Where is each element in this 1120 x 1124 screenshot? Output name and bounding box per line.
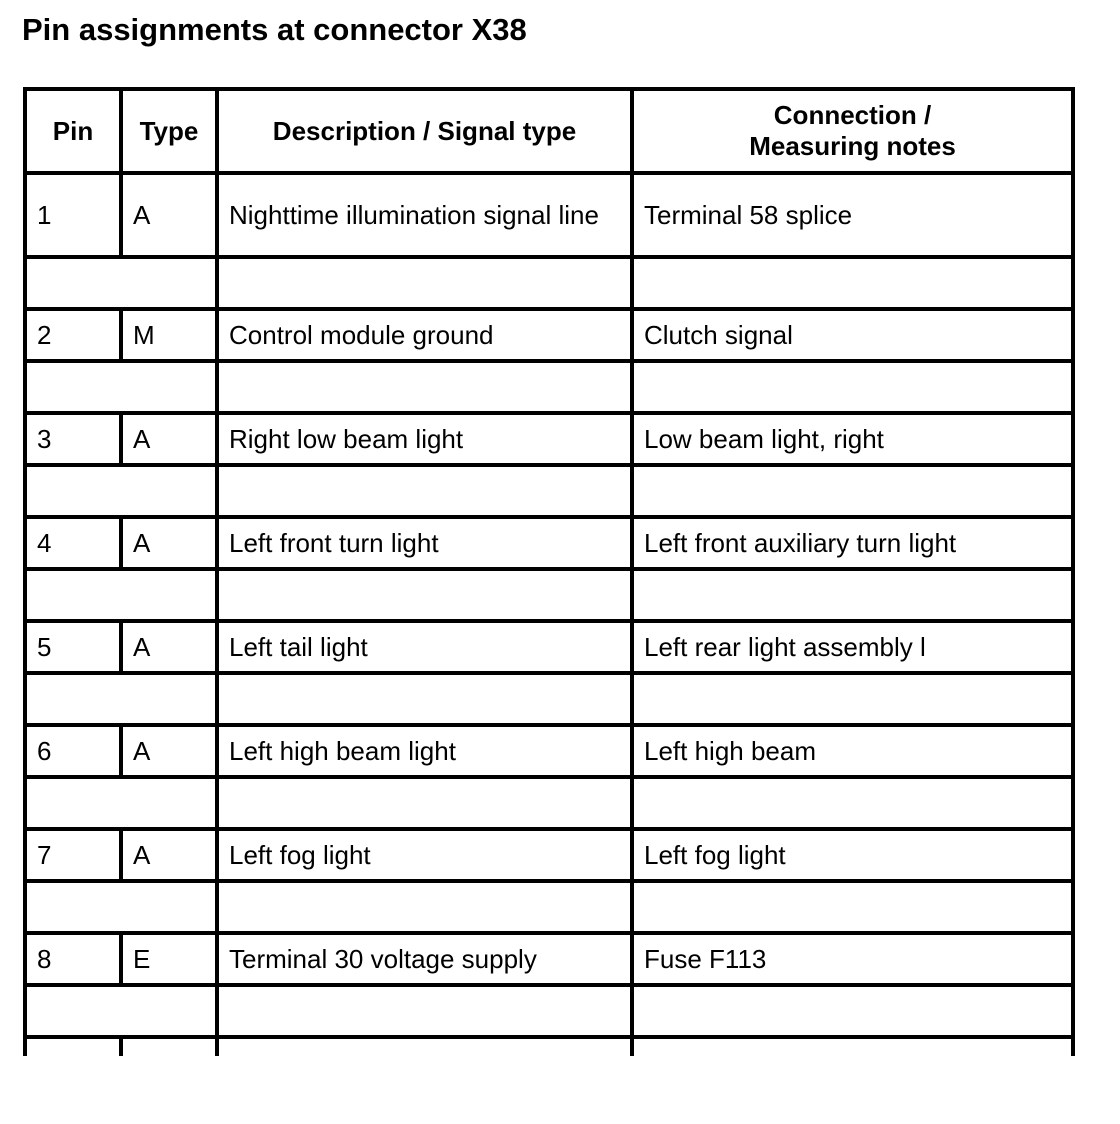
header-pin: Pin	[25, 89, 121, 173]
cell-description: Right low beam light	[217, 413, 632, 465]
spacer-cell	[217, 673, 632, 725]
cell-type: A	[121, 413, 217, 465]
cell-pin: 5	[25, 621, 121, 673]
cell-description: Left front turn light	[217, 517, 632, 569]
table-row	[25, 829, 1073, 881]
spacer-cell	[632, 777, 1073, 829]
table-row	[25, 309, 1073, 361]
cell-pin: 1	[25, 173, 121, 257]
spacer-row	[25, 361, 1073, 413]
spacer-cell	[632, 465, 1073, 517]
cutoff-cell	[217, 1037, 632, 1056]
table-row	[25, 621, 1073, 673]
header-description: Description / Signal type	[217, 89, 632, 173]
spacer-row	[25, 777, 1073, 829]
cell-connection: Terminal 58 splice	[632, 173, 1073, 257]
spacer-row	[25, 465, 1073, 517]
table-row-cutoff	[25, 1037, 1073, 1056]
cell-pin: 4	[25, 517, 121, 569]
spacer-cell	[217, 257, 632, 309]
cell-pin: 3	[25, 413, 121, 465]
cell-connection: Clutch signal	[632, 309, 1073, 361]
spacer-row	[25, 569, 1073, 621]
cell-connection: Fuse F113	[632, 933, 1073, 985]
spacer-row	[25, 257, 1073, 309]
cell-connection: Left fog light	[632, 829, 1073, 881]
spacer-cell	[25, 985, 217, 1037]
cell-type: E	[121, 933, 217, 985]
spacer-cell	[25, 257, 217, 309]
spacer-row	[25, 881, 1073, 933]
spacer-cell	[25, 673, 217, 725]
table-row	[25, 725, 1073, 777]
cell-type: A	[121, 517, 217, 569]
cell-connection: Left rear light assembly l	[632, 621, 1073, 673]
spacer-cell	[217, 361, 632, 413]
spacer-cell	[25, 361, 217, 413]
cutoff-cell	[25, 1037, 121, 1056]
cell-type: A	[121, 725, 217, 777]
spacer-cell	[217, 465, 632, 517]
header-connection	[632, 89, 1073, 173]
spacer-cell	[217, 985, 632, 1037]
table-row	[25, 517, 1073, 569]
spacer-cell	[632, 257, 1073, 309]
spacer-cell	[632, 985, 1073, 1037]
cell-description: Left high beam light	[217, 725, 632, 777]
cell-type: A	[121, 173, 217, 257]
table-row	[25, 413, 1073, 465]
spacer-cell	[25, 777, 217, 829]
spacer-cell	[632, 569, 1073, 621]
cell-connection: Left front auxiliary turn light	[632, 517, 1073, 569]
cell-description: Left tail light	[217, 621, 632, 673]
table-row	[25, 933, 1073, 985]
cell-description: Control module ground	[217, 309, 632, 361]
spacer-row	[25, 985, 1073, 1037]
spacer-cell	[217, 777, 632, 829]
cutoff-cell	[632, 1037, 1073, 1056]
header-type: Type	[121, 89, 217, 173]
cell-pin: 2	[25, 309, 121, 361]
cell-description: Left fog light	[217, 829, 632, 881]
spacer-cell	[25, 465, 217, 517]
cell-description: Nighttime illumination signal line	[217, 173, 632, 257]
cell-type: A	[121, 829, 217, 881]
header-connection-line1: Connection /	[773, 100, 932, 130]
cell-type: A	[121, 621, 217, 673]
cell-description: Terminal 30 voltage supply	[217, 933, 632, 985]
cell-type: M	[121, 309, 217, 361]
table-row	[25, 173, 1073, 257]
cell-connection: Low beam light, right	[632, 413, 1073, 465]
cell-connection: Left high beam	[632, 725, 1073, 777]
spacer-cell	[632, 673, 1073, 725]
spacer-row	[25, 673, 1073, 725]
header-connection-line2: Measuring notes	[749, 131, 956, 161]
cutoff-cell	[121, 1037, 217, 1056]
spacer-cell	[25, 569, 217, 621]
spacer-cell	[632, 361, 1073, 413]
spacer-cell	[25, 881, 217, 933]
table-header-row	[25, 89, 1073, 173]
spacer-cell	[217, 881, 632, 933]
spacer-cell	[217, 569, 632, 621]
cell-pin: 6	[25, 725, 121, 777]
cell-pin: 8	[25, 933, 121, 985]
spacer-cell	[632, 881, 1073, 933]
page-title: Pin assignments at connector X38	[22, 12, 527, 47]
pin-assignment-table	[23, 87, 1075, 1056]
cell-pin: 7	[25, 829, 121, 881]
